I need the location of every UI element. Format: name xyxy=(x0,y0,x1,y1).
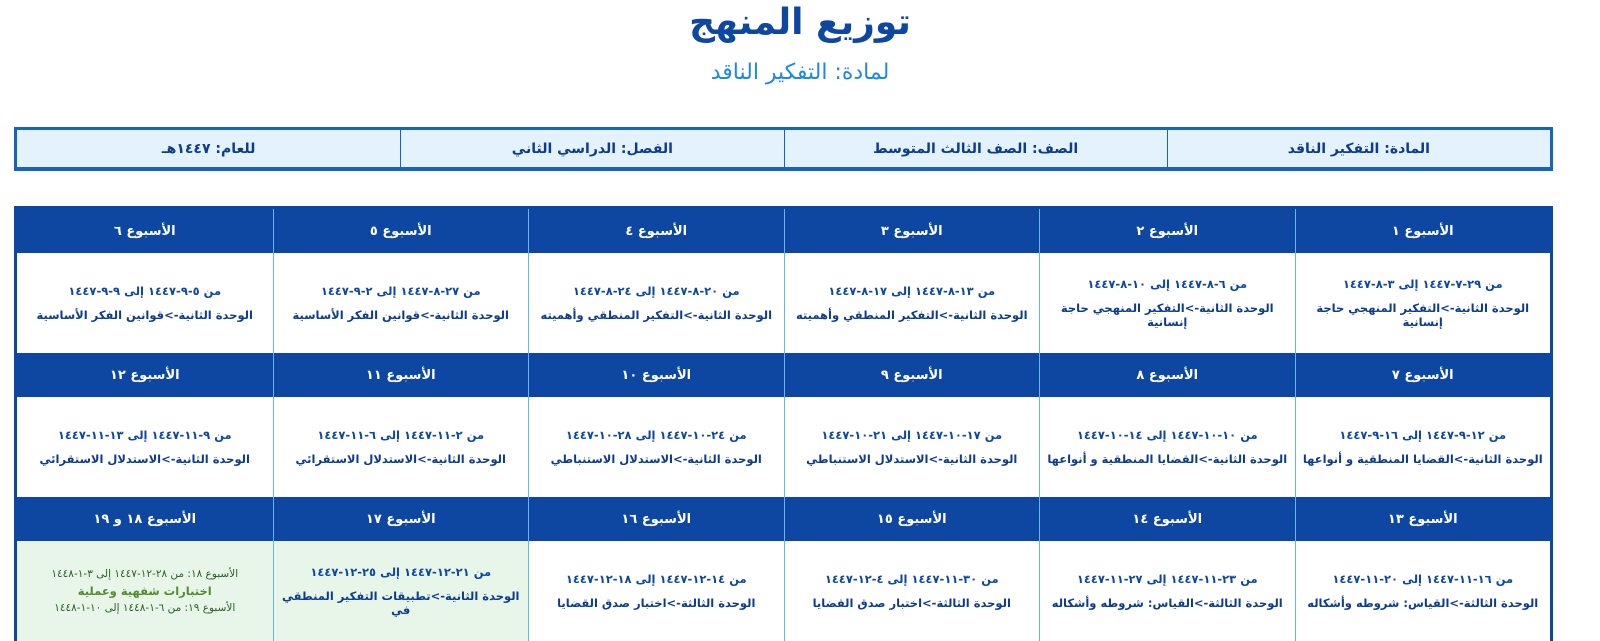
week-topic: الوحدة الثانية->التفكير المنهجي حاجة إنسانية xyxy=(1316,301,1530,329)
week-date: من ٢٠-٨-١٤٤٧ إلى ٢٤-٨-١٤٤٧ xyxy=(572,284,740,298)
week-topic: الوحدة الثانية->التفكير المنهجي حاجة إنسانية xyxy=(1060,301,1274,329)
week-header: الأسبوع ٩ xyxy=(784,353,1040,397)
week-date: من ١٤-١٢-١٤٤٧ إلى ١٨-١٢-١٤٤٧ xyxy=(565,572,747,586)
week-header: الأسبوع ٦ xyxy=(17,209,273,253)
week-topic: الوحدة الثالثة->القياس: شروطه وأشكاله xyxy=(1051,596,1283,610)
week-topic: الوحدة الثانية->التفكير المنطقي وأهميته xyxy=(540,308,773,322)
week-header: الأسبوع ١٧ xyxy=(273,497,529,541)
week-cell xyxy=(1295,253,1551,353)
week-date: من ٦-٨-١٤٤٧ إلى ١٠-٨-١٤٤٧ xyxy=(1087,277,1248,291)
week-header: الأسبوع ١٨ و ١٩ xyxy=(17,497,273,541)
info-grade: الصف: الصف الثالث المتوسط xyxy=(784,130,1167,167)
week-header: الأسبوع ١٠ xyxy=(528,353,784,397)
week-topic: الوحدة الثانية->الاستدلال الاستقرائي xyxy=(39,452,250,466)
week-date: من ١٦-١١-١٤٤٧ إلى ٢٠-١١-١٤٤٧ xyxy=(1332,572,1514,586)
week-header: الأسبوع ١١ xyxy=(273,353,529,397)
week-cell xyxy=(273,541,529,641)
week-topic: الوحدة الثانية->الاستدلال الاستنباطي xyxy=(806,452,1018,466)
week-cell xyxy=(17,541,273,641)
week-header: الأسبوع ٧ xyxy=(1295,353,1551,397)
week-cell xyxy=(17,397,273,497)
week-date: من ٥-٩-١٤٤٧ إلى ٩-٩-١٤٤٧ xyxy=(68,284,222,298)
week-header: الأسبوع ١٤ xyxy=(1039,497,1295,541)
week-date: من ٢٩-٧-١٤٤٧ إلى ٣-٨-١٤٤٧ xyxy=(1342,277,1503,291)
week-topic: الوحدة الثانية->الاستدلال الاستنباطي xyxy=(550,452,762,466)
info-semester: الفصل: الدراسي الثاني xyxy=(400,130,783,167)
week-topic: الوحدة الثالثة->اختبار صدق القضايا xyxy=(812,596,1011,610)
week-header: الأسبوع ١ xyxy=(1295,209,1551,253)
week-cell xyxy=(528,253,784,353)
week-cell xyxy=(1039,253,1295,353)
week-date: من ٢١-١٢-١٤٤٧ إلى ٢٥-١٢-١٤٤٧ xyxy=(310,565,492,579)
week-date: من ٢٧-٨-١٤٤٧ إلى ٢-٩-١٤٤٧ xyxy=(320,284,481,298)
week-extra: الأسبوع ١٩: من ٦-١-١٤٤٨ إلى ١٠-١-١٤٤٨ xyxy=(54,602,236,614)
week-header: الأسبوع ٢ xyxy=(1039,209,1295,253)
week-cell xyxy=(1295,541,1551,641)
week-cell xyxy=(273,397,529,497)
week-date: من ١٠-١٠-١٤٤٧ إلى ١٤-١٠-١٤٤٧ xyxy=(1076,428,1258,442)
week-date: من ٢٣-١١-١٤٤٧ إلى ٢٧-١١-١٤٤٧ xyxy=(1076,572,1258,586)
page-title: توزيع المنهج xyxy=(689,2,911,43)
week-header: الأسبوع ١٣ xyxy=(1295,497,1551,541)
week-topic: الوحدة الثانية->التفكير المنطقي وأهميته xyxy=(795,308,1028,322)
week-header: الأسبوع ١٥ xyxy=(784,497,1040,541)
week-topic: اختبارات شفهية وعملية xyxy=(77,584,212,598)
week-topic: الوحدة الثانية->الاستدلال الاستقرائي xyxy=(295,452,506,466)
week-date: من ٢٤-١٠-١٤٤٧ إلى ٢٨-١٠-١٤٤٧ xyxy=(565,428,747,442)
week-header: الأسبوع ١٢ xyxy=(17,353,273,397)
week-cell xyxy=(784,397,1040,497)
info-year: للعام: ١٤٤٧هـ xyxy=(161,140,256,157)
week-topic: الوحدة الثانية->قوانين الفكر الأساسية xyxy=(292,308,509,322)
week-topic: الوحدة الثانية->القضايا المنطقية و أنواعها xyxy=(1047,452,1288,466)
week-cell xyxy=(273,253,529,353)
page-subtitle: لمادة: التفكير الناقد xyxy=(710,60,890,85)
week-cell xyxy=(17,253,273,353)
week-cell xyxy=(528,397,784,497)
info-subject: المادة: التفكير الناقد xyxy=(1167,130,1550,167)
week-header: الأسبوع ١٦ xyxy=(528,497,784,541)
week-cell xyxy=(784,253,1040,353)
week-date: من ٢-١١-١٤٤٧ إلى ٦-١١-١٤٤٧ xyxy=(317,428,485,442)
week-topic: الوحدة الثانية->قوانين الفكر الأساسية xyxy=(36,308,253,322)
week-date: من ٣٠-١١-١٤٤٧ إلى ٤-١٢-١٤٤٧ xyxy=(824,572,999,586)
info-bar xyxy=(14,127,1553,171)
week-cell xyxy=(784,541,1040,641)
week-header: الأسبوع ٨ xyxy=(1039,353,1295,397)
week-date: من ١٧-١٠-١٤٤٧ إلى ٢١-١٠-١٤٤٧ xyxy=(821,428,1003,442)
week-date: من ١٣-٨-١٤٤٧ إلى ١٧-٨-١٤٤٧ xyxy=(828,284,996,298)
week-header: الأسبوع ٤ xyxy=(528,209,784,253)
week-topic: الوحدة الثانية->تطبيقات التفكير المنطقي في xyxy=(282,589,520,617)
week-topic: الوحدة الثانية->القضايا المنطقية و أنواعها xyxy=(1302,452,1543,466)
week-header: الأسبوع ٣ xyxy=(784,209,1040,253)
week-date: من ١٢-٩-١٤٤٧ إلى ١٦-٩-١٤٤٧ xyxy=(1339,428,1507,442)
week-cell xyxy=(1295,397,1551,497)
week-topic: الوحدة الثالثة->القياس: شروطه وأشكاله xyxy=(1307,596,1539,610)
week-topic: الوحدة الثالثة->اختبار صدق القضايا xyxy=(557,596,756,610)
week-cell xyxy=(1039,541,1295,641)
week-cell xyxy=(1039,397,1295,497)
week-cell xyxy=(528,541,784,641)
week-date: الأسبوع ١٨: من ٢٨-١٢-١٤٤٧ إلى ٣-١-١٤٤٨ xyxy=(51,568,239,580)
week-date: من ٩-١١-١٤٤٧ إلى ١٣-١١-١٤٤٧ xyxy=(57,428,232,442)
schedule-table xyxy=(14,206,1553,641)
week-header: الأسبوع ٥ xyxy=(273,209,529,253)
